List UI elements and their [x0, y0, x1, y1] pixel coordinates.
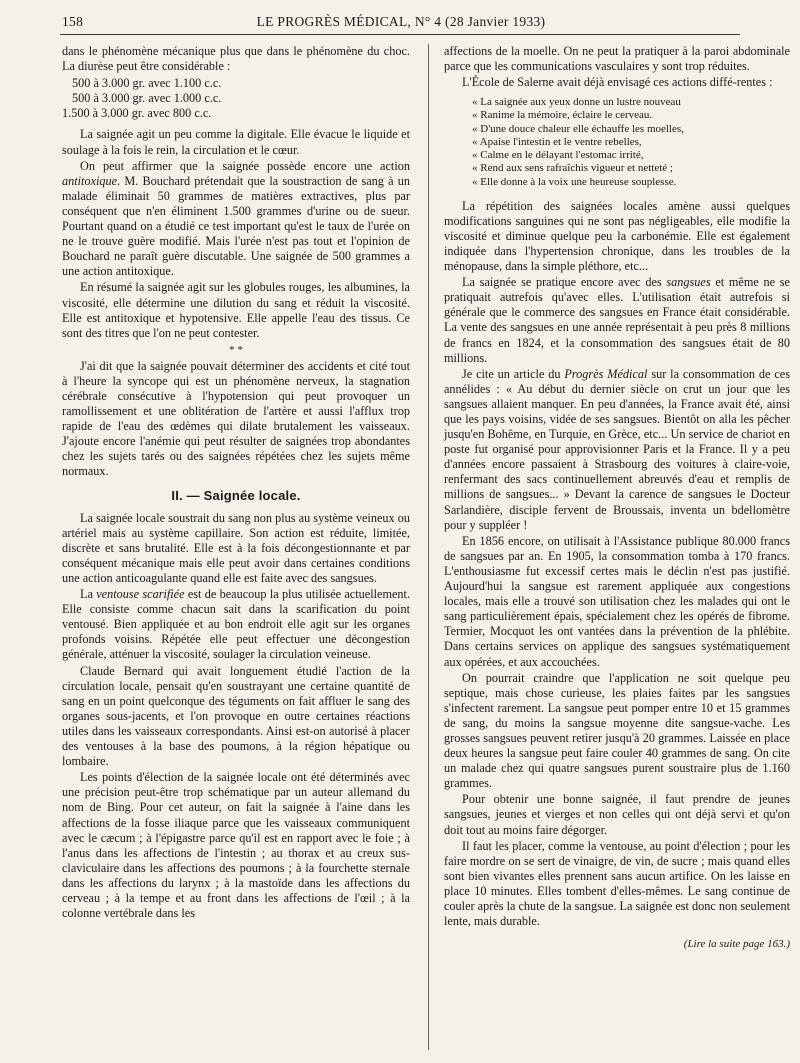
right-column — [444, 44, 790, 952]
page-header — [62, 12, 740, 34]
running-title: LE PROGRÈS MÉDICAL, N° 4 (28 Janvier 1933) — [256, 14, 546, 29]
left-column — [62, 44, 410, 921]
salerno-verse — [472, 96, 790, 188]
value-line: 500 à 3.000 gr. avec 1.100 c.c. — [72, 76, 222, 91]
section-asterisks: * * — [229, 343, 243, 356]
verse-line: « Apaise l'intestin et le ventre rebelles, — [472, 135, 642, 148]
paragraph: dans le phénomène mécanique plus que dans le phénomène du choc. La diurèse peut être considérable : — [62, 44, 410, 74]
verse-line: « La saignée aux yeux donne un lustre nouveau — [472, 96, 681, 109]
paragraph: Il faut les placer, comme la ventouse, au point d'élection ; pour les faire mordre on se sert de vinaigre, de vin, de sucre ; mais quand elles sont bien vivantes elles prennent sans aucun artifice. On les laisse en place 10 minutes. Elles tombent d'elles-mêmes. Le sang continue de couler après la chute de la sangsue. La saignée est donc non seulement lente, mais durable. — [444, 838, 790, 929]
paragraph: En résumé la saignée agit sur les globules rouges, les albumines, la viscosité, elle détermine une dilution du sang et réduit la viscosité. Elle est antitoxique et hypotensive. Elle appelle l'eau des tissus. Ce sont des titres que l'on ne peut contester. — [62, 280, 410, 340]
paragraph: On pourrait craindre que l'application ne soit quelque peu septique, mais chose curieuse, les plaies faites par les sangsues s'infectent rarement. La sangsue peut pomper entre 10 et 15 grammes de sang, du moins la sangsue moyenne dite sangsue-vache. Les grosses sangsues peuvent retirer jusqu'à 20 grammes. Laissée en place deux heures la sangsue peut faire couler 40 grammes de sang. On cite un malade chez qui quatre sangsues purent soustraire plus de 1.160 grammes. — [444, 670, 790, 791]
paragraph: L'École de Salerne avait déjà envisagé ces actions diffé-rentes : — [462, 75, 773, 90]
paragraph: La saignée locale soustrait du sang non plus au système veineux ou artériel mais au système capillaire. Son action est réduite, limitée, discrète et sans brutalité. Elle est à la fois décongestionnante et par conséquent mécanique mais elle peut avoir dans certaines conditions une action anticoagulante quand elle est faite avec des sangsues. — [62, 510, 410, 585]
page-number: 158 — [62, 14, 84, 29]
value-line: 1.500 à 3.000 gr. avec 800 c.c. — [62, 106, 212, 121]
verse-line: « Elle donne à la voix une heureuse souplesse. — [472, 175, 677, 188]
value-line: 500 à 3.000 gr. avec 1.000 c.c. — [72, 91, 222, 106]
verse-line: « Calme en le délayant l'estomac irrité, — [472, 149, 644, 162]
emphasis: ventouse scarifiée — [96, 587, 185, 602]
verse-line: « Ranime la mémoire, éclaire le cerveau. — [472, 109, 653, 122]
section-heading: II. — Saignée locale. — [171, 487, 301, 503]
verse-line: « Rend aux sens rafraîchis vigueur et netteté ; — [472, 162, 673, 175]
paragraph: En 1856 encore, on utilisait à l'Assistance publique 80.000 francs de sangsues par an. En 1905, la consommation tomba à 170 francs. L'enthousiasme fut excessif certes mais le déclin n'est pas justifié. Aujourd'hui la sangsue est rarement appliquée aux congestions locales, mais elle a trouvé son utilisation chez les malades qui ont le sang particulièrement épais, spécialement chez les opérés de fibrome. Termier, Mocquot les ont vantées dans la prévention de la phlébite. Dans certains services on applique des sangsues systématiquement aux opérées, et aux accouchées. — [444, 533, 790, 669]
paragraph: La répétition des saignées locales amène aussi quelques modifications sanguines qui ne sont pas négligeables, elle modifie la viscosité et diminue quelque peu la carbonémie. Elle est également indiquée dans l'hypertension chronique, dans les troubles de la ménopause, dans la simple pléthore, etc... — [444, 198, 790, 274]
continuation-note: (Lire la suite page 163.) — [683, 938, 790, 951]
emphasis: Progrès Médical — [564, 366, 648, 381]
paragraph: La saignée agit un peu comme la digitale. Elle évacue le liquide et soulage à la fois le rein, la circulation et le cœur. — [62, 127, 410, 157]
paragraph: Je cite un article du Progrès Médical sur la consommation de ces annélides : « Au début du dernier siècle on crut un jour que les sangsues allaient manquer. En peu d'années, la France avait été, ainsi que les pays voisins, vidée de ses sangsues. Bientôt on alla les pêcher jusqu'en Bohême, en Turquie, en Grèce, etc... Un service de chariot en poste fut organisé pour approvisionner Paris et la France. Il y a peu d'années encore passaient à Strasbourg des voitures à claire-voie, renfermant des sacs continuellement abreuvés d'eau et remplis de millions de sangsues... » Devant la carence de sangsues le Docteur Sarlandière, disciple fervent de Broussais, inventa un bdellomètre pour y suppléer ! — [444, 366, 790, 532]
header-rule — [60, 34, 740, 35]
paragraph: affections de la moelle. On ne peut la pratiquer à la paroi abdominale parce que les communications vasculaires y sont trop réduites. — [444, 44, 790, 74]
emphasis: antitoxique — [62, 173, 118, 188]
verse-line: « D'une douce chaleur elle échauffe les moelles, — [472, 122, 684, 135]
column-divider — [428, 44, 429, 1050]
paragraph: Pour obtenir une bonne saignée, il faut prendre de jeunes sangsues, jeunes et vierges et non celles qui ont déjà servi et qu'on doit tout au moins faire dégorger. — [444, 792, 790, 837]
paragraph: Claude Bernard qui avait longuement étudié l'action de la circulation locale, pensait qu'en soustrayant une certaine quantité de sang en un point quelconque des téguments on fait affluer le sang des organes sous-jacents, et l'on provoque en outre certaines réactions utiles dans les vaisseaux correspondants. Ainsi est-on autorisé à placer des ventouses à la base des poumons, à la région hépatique ou lombaire. — [62, 663, 410, 769]
paragraph: On peut affirmer que la saignée possède encore une action antitoxique. M. Bouchard prétendait que la soustraction de sang à un malade éliminait 50 grammes de matières extractives, plus par conséquent que n'en éliminent 1.500 grammes d'urine ou de sueur. Pourtant quand on a étudié ce test important qu'est le taux de l'urée on ne le trouve guère modifié. Mais l'urée n'est pas tout et l'opinion de Bouchard ne paraît guère discutable. Une saignée de 500 grammes a une action antitoxique. — [62, 158, 410, 279]
paragraph: Les points d'élection de la saignée locale ont été déterminés avec une précision peut-être trop schématique par un auteur allemand du nom de Bing. Pour cet auteur, on fait la saignée à l'aine dans les affections de la fosse iliaque parce que les vaisseaux communiquent avec le cæcum ; à l'épigastre parce qu'il est en rapport avec le foie ; à l'anus dans les affections de l'intestin ; au thorax et au creux sus-claviculaire dans les affections des poumons ; à la fourchette sternale dans les affections du larynx ; à la mastoïde dans les affections du cerveau ; à la tempe et au front dans les affections de l'œil ; à la colonne vertébrale dans les — [62, 770, 410, 921]
diuresis-values — [62, 76, 410, 121]
paragraph: La ventouse scarifiée est de beaucoup la plus utilisée actuellement. Elle consiste comme chacun sait dans la scarification du point ventousé. Bien appliquée et au bon endroit elle agit sur les organes profonds voisins. Répétée elle peut effectuer une décongestion générale, atténuer la viscosité, soulager la circulation veineuse. — [62, 587, 411, 662]
paragraph: J'ai dit que la saignée pouvait déterminer des accidents et cité tout à l'heure la syncope qui est un phénomène nerveux, la stagnation cérébrale consécutive à l'hypotension qui peut provoquer un ramollissement et une oblitération de l'artère et aussi l'afflux trop rapide de l'eau des œdèmes qui dilate brutalement les vaisseaux. J'ajoute encore l'anémie qui peut résulter de saignées trop abondantes chez les sujets tarés ou des saignées répétées chez les sujets même normaux. — [62, 358, 410, 479]
emphasis: sangsues — [666, 275, 711, 290]
paragraph: La saignée se pratique encore avec des sangsues et même ne se pratiquait autrefois qu'avec elles. L'utilisation était autrefois si générale que le commerce des sangsues en France était considérable. La vente des sangsues en une année représentait à peu près 8 millions de francs en 1824, et la consommation des sangsues était de 80 millions. — [444, 275, 790, 365]
